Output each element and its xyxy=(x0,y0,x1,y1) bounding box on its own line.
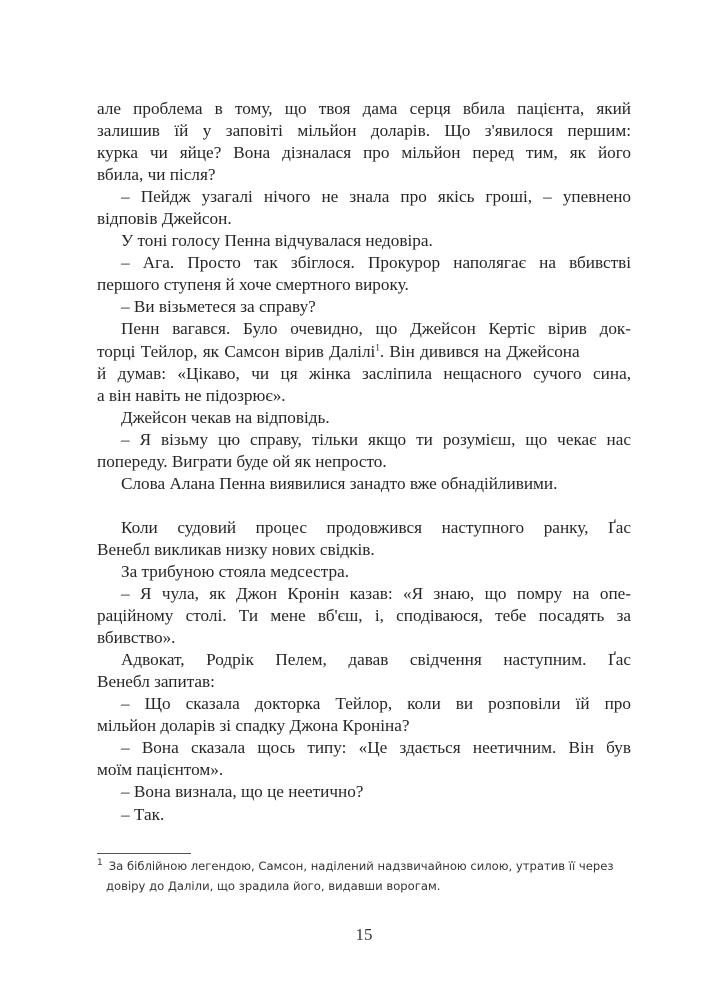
text-line: Джейсон чекав на відповідь. xyxy=(121,407,330,427)
text-line: Венебл викликав низку нових свідків. xyxy=(97,539,375,559)
text-line: Коли судовий процес продовжився наступного ранку, Ґас xyxy=(121,517,631,537)
text-line: За трибуною стояла медсестра. xyxy=(121,561,350,581)
text-line: раційному столі. Ти мене вб'єш, і, сподіваюся, тебе посадять за xyxy=(97,606,631,626)
page-number: 15 xyxy=(355,925,373,944)
text-line: – Пейдж узагалі нічого не знала про якісь гроші, – упевнено xyxy=(121,187,631,207)
footnote xyxy=(97,856,631,896)
text-fragment: . Він дивився на Джейсона xyxy=(379,341,580,361)
text-line: вбивство». xyxy=(97,628,176,648)
text-line: вбила, чи після? xyxy=(97,165,216,185)
text-line: відповів Джейсон. xyxy=(97,209,232,229)
text-line: У тоні голосу Пенна відчувалася недовіра. xyxy=(121,231,433,251)
text-line xyxy=(97,341,631,363)
text-line: а він навіть не підозрює». xyxy=(97,385,286,405)
footnote-line xyxy=(97,856,631,876)
text-line: Пенн вагався. Було очевидно, що Джейсон Кертіс вірив док- xyxy=(121,319,631,339)
footnote-divider xyxy=(97,853,191,854)
text-line: попереду. Виграти буде ой як непросто. xyxy=(97,451,387,471)
text-line: – Що сказала докторка Тейлор, коли ви розповіли їй про xyxy=(121,694,631,714)
text-fragment: торці Тейлор, як Самсон вірив Далілі xyxy=(97,341,376,361)
footnote-text: За біблійною легендою, Самсон, наділений надзвичайною силою, утратив її через xyxy=(108,859,614,873)
text-line: – Ага. Просто так збіглося. Прокурор наполягає на вбивстві xyxy=(121,253,631,273)
text-line: – Я чула, як Джон Кронін казав: «Я знаю, що помру на опе- xyxy=(121,584,631,604)
text-line: – Я візьму цю справу, тільки якщо ти розумієш, що чекає нас xyxy=(121,429,631,449)
text-line: – Вона визнала, що це неетично? xyxy=(121,782,364,802)
text-line: – Ви візьметеся за справу? xyxy=(121,297,316,317)
text-line: мільйон доларів зі спадку Джона Кроніна? xyxy=(97,716,410,736)
text-line: залишив їй у заповіті мільйон доларів. Що з'явилося першим: xyxy=(97,121,631,141)
text-line: першого ступеня й хоче смертного вироку. xyxy=(97,275,409,295)
footnote-line: довіру до Даліли, що зрадила його, видавши ворогам. xyxy=(106,879,441,893)
footnote-marker: 1 xyxy=(97,858,103,869)
body-text xyxy=(97,98,631,826)
text-line: й думав: «Цікаво, чи ця жінка засліпила нещасного сучого сина, xyxy=(97,363,631,383)
text-line: курка чи яйце? Вона дізналася про мільйон перед тим, як його xyxy=(97,143,631,163)
text-line: – Так. xyxy=(121,804,165,824)
text-line: але проблема в тому, що твоя дама серця вбила пацієнта, який xyxy=(97,99,631,118)
blank-line xyxy=(97,495,631,517)
text-line: Адвокат, Родрік Пелем, давав свідчення наступним. Ґас xyxy=(121,650,631,670)
text-line: Венебл запитав: xyxy=(97,672,215,692)
text-line: моїм пацієнтом». xyxy=(97,760,224,780)
text-line: Слова Алана Пенна виявилися занадто вже обнадійливими. xyxy=(121,473,558,493)
text-line: – Вона сказала щось типу: «Це здається неетичним. Він був xyxy=(121,738,631,758)
footnote-reference[interactable]: 1 xyxy=(375,341,380,352)
